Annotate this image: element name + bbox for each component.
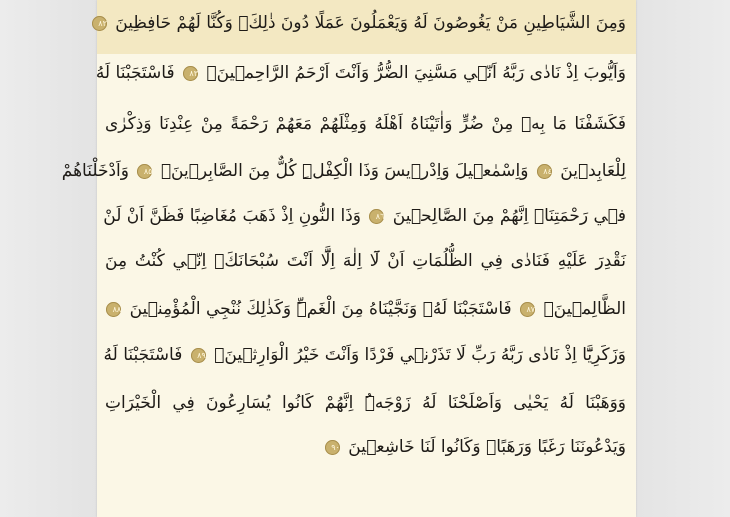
- verse-text-continued: وَذَا النُّونِ اِذْ ذَهَبَ مُغَاضِبًا فَظَنَّ اَنْ لَنْ: [103, 206, 361, 226]
- verse-line-7: [105, 298, 626, 320]
- verse-line-6: [105, 250, 626, 272]
- mushaf-page: [61, 0, 636, 517]
- ayah-number-marker: ٨٣: [183, 66, 198, 81]
- verse-text: فَكَشَفْنَا مَا بِه۪ مِنْ ضُرٍّ وَاٰتَيْنَاهُ اَهْلَهُ وَمِثْلَهُمْ مَعَهُمْ رَحْمَةً مِنْ عِنْدِنَا وَذِكْرٰى: [105, 114, 626, 134]
- verse-line-10: [105, 436, 626, 458]
- verse-text: ف۪ي رَحْمَتِنَاۜ اِنَّهُمْ مِنَ الصَّالِح۪ينَ: [392, 206, 626, 226]
- ayah-number-marker: ٨٧: [520, 302, 535, 317]
- ayah-number-marker: ٨٤: [537, 164, 552, 179]
- verse-text: وَوَهَبْنَا لَهُ يَحْيٰى وَاَصْلَحْنَا لَهُ زَوْجَهُۜ اِنَّهُمْ كَانُوا يُسَارِعُونَ فِي الْخَيْرَاتِ: [105, 393, 626, 413]
- ayah-number-marker: ٨٨: [106, 302, 121, 317]
- verse-line-3: [105, 113, 626, 135]
- verse-line-1: [98, 12, 626, 34]
- ayah-number-marker: ٨٥: [137, 164, 152, 179]
- verse-text: وَاَيُّوبَ اِذْ نَادٰى رَبَّهُ اَنّ۪ي مَسَّنِيَ الضُّرُّ وَاَنْتَ اَرْحَمُ الرَّاحِم۪ينَۚ: [206, 63, 626, 83]
- verse-text: نَقْدِرَ عَلَيْهِ فَنَادٰى فِي الظُّلُمَاتِ اَنْ لَٓا اِلٰهَ اِلَّٓا اَنْتَ سُبْحَانَكَۗ اِنّ۪ي كُنْتُ مِنَ: [105, 251, 626, 271]
- verse-text-continued: وَاَدْخَلْنَاهُمْ: [61, 161, 129, 181]
- verse-line-4: [61, 160, 626, 182]
- verse-text-continued: فَاسْتَجَبْنَا لَهُۙ وَنَجَّيْنَاهُ مِنَ الْغَمِّۜ وَكَذٰلِكَ نُنْجِي الْمُؤْمِن۪ينَ: [129, 299, 512, 319]
- verse-text: وَزَكَرِيَّٓا اِذْ نَادٰى رَبَّهُ رَبِّ لَا تَذَرْن۪ي فَرْدًا وَاَنْتَ خَيْرُ الْوَارِث۪ينَۚ: [214, 345, 626, 365]
- verse-line-9: [105, 392, 626, 414]
- ayah-number-marker: ٩٠: [325, 440, 340, 455]
- verse-line-8: [105, 344, 626, 366]
- ayah-number-marker: ٨٢: [92, 16, 107, 31]
- ayah-number-marker: ٨٩: [191, 348, 206, 363]
- verse-text: الظَّالِم۪ينَۚ: [543, 299, 626, 319]
- verse-text: وَيَدْعُونَنَا رَغَبًا وَرَهَبًاۜ وَكَانُوا لَنَا خَاشِع۪ينَ: [348, 437, 626, 457]
- ayah-number-marker: ٨٦: [369, 209, 384, 224]
- verse-line-5: [105, 205, 626, 227]
- verse-text-continued: وَاِسْمٰع۪يلَ وَاِدْر۪يسَ وَذَا الْكِفْلِۜ كُلٌّ مِنَ الصَّابِر۪ينَۚ: [160, 161, 529, 181]
- verse-text-continued: فَاسْتَجَبْنَا لَهُ: [103, 345, 183, 365]
- right-gray-frame: [636, 0, 730, 517]
- verse-text: وَمِنَ الشَّيَاطِينِ مَنْ يَغُوصُونَ لَهُ وَيَعْمَلُونَ عَمَلًا دُونَ ذٰلِكَۚ وَكُنَّا لَهُمْ حَافِظِينَ: [115, 13, 626, 33]
- verse-text: لِلْعَابِد۪ينَ: [560, 161, 626, 181]
- verse-text-continued: فَاسْتَجَبْنَا لَهُ: [95, 63, 175, 83]
- left-gray-frame: [0, 0, 97, 517]
- verse-line-2: [95, 62, 626, 84]
